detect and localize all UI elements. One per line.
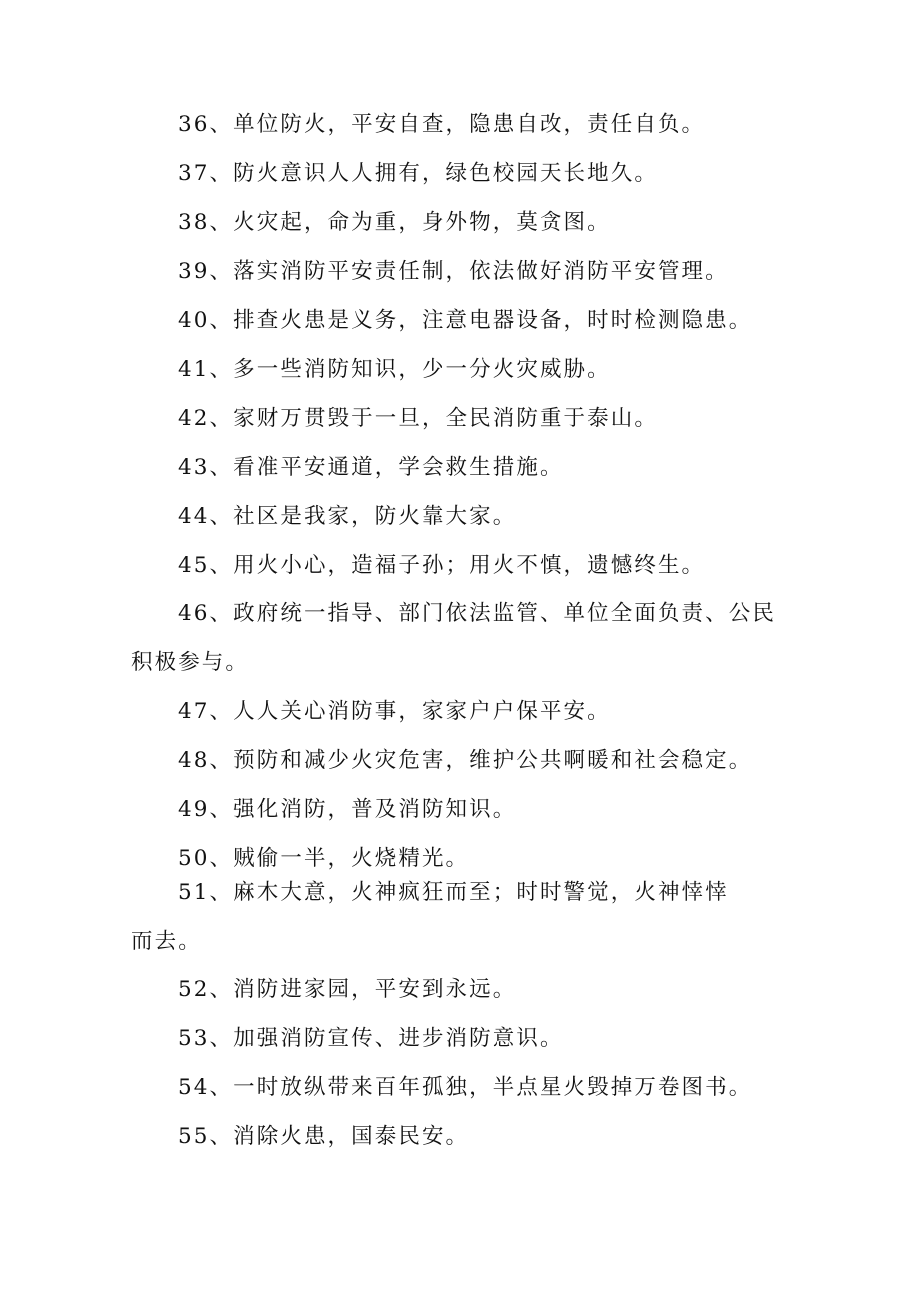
slogan-46: 46、政府统一指导、部门依法监管、单位全面负责、公民 [178,601,776,626]
slogan-36: 36、单位防火，平安自查，隐患自改，责任自负。 [178,112,706,137]
slogan-51-continued: 而去。 [131,929,202,954]
slogan-37: 37、防火意识人人拥有，绿色校园天长地久。 [178,161,658,186]
slogan-38: 38、火灾起，命为重，身外物，莫贪图。 [178,210,611,235]
slogan-53: 53、加强消防宣传、进步消防意识。 [178,1026,564,1051]
slogan-42: 42、家财万贯毁于一旦，全民消防重于泰山。 [178,406,658,431]
slogan-46-continued: 积极参与。 [131,650,250,675]
slogan-41: 41、多一些消防知识，少一分火灾威胁。 [178,357,611,382]
slogan-51: 51、麻木大意，火神疯狂而至；时时警觉，火神悻悻 [178,880,729,905]
slogan-39: 39、落实消防平安责任制，依法做好消防平安管理。 [178,259,729,284]
slogan-44: 44、社区是我家，防火靠大家。 [178,504,517,529]
slogan-55: 55、消除火患，国泰民安。 [178,1124,470,1149]
slogan-50: 50、贼偷一半，火烧精光。 [178,846,470,871]
slogan-43: 43、看准平安通道，学会救生措施。 [178,455,564,480]
slogan-49: 49、强化消防，普及消防知识。 [178,797,517,822]
slogan-45: 45、用火小心，造福子孙；用火不慎，遗憾终生。 [178,553,706,578]
slogan-40: 40、排查火患是义务，注意电器设备，时时检测隐患。 [178,308,753,333]
slogan-54: 54、一时放纵带来百年孤独，半点星火毁掉万卷图书。 [178,1075,753,1100]
slogan-48: 48、预防和减少火灾危害，维护公共啊暖和社会稳定。 [178,748,753,773]
slogan-52: 52、消防进家园，平安到永远。 [178,977,517,1002]
slogan-47: 47、人人关心消防事，家家户户保平安。 [178,699,611,724]
